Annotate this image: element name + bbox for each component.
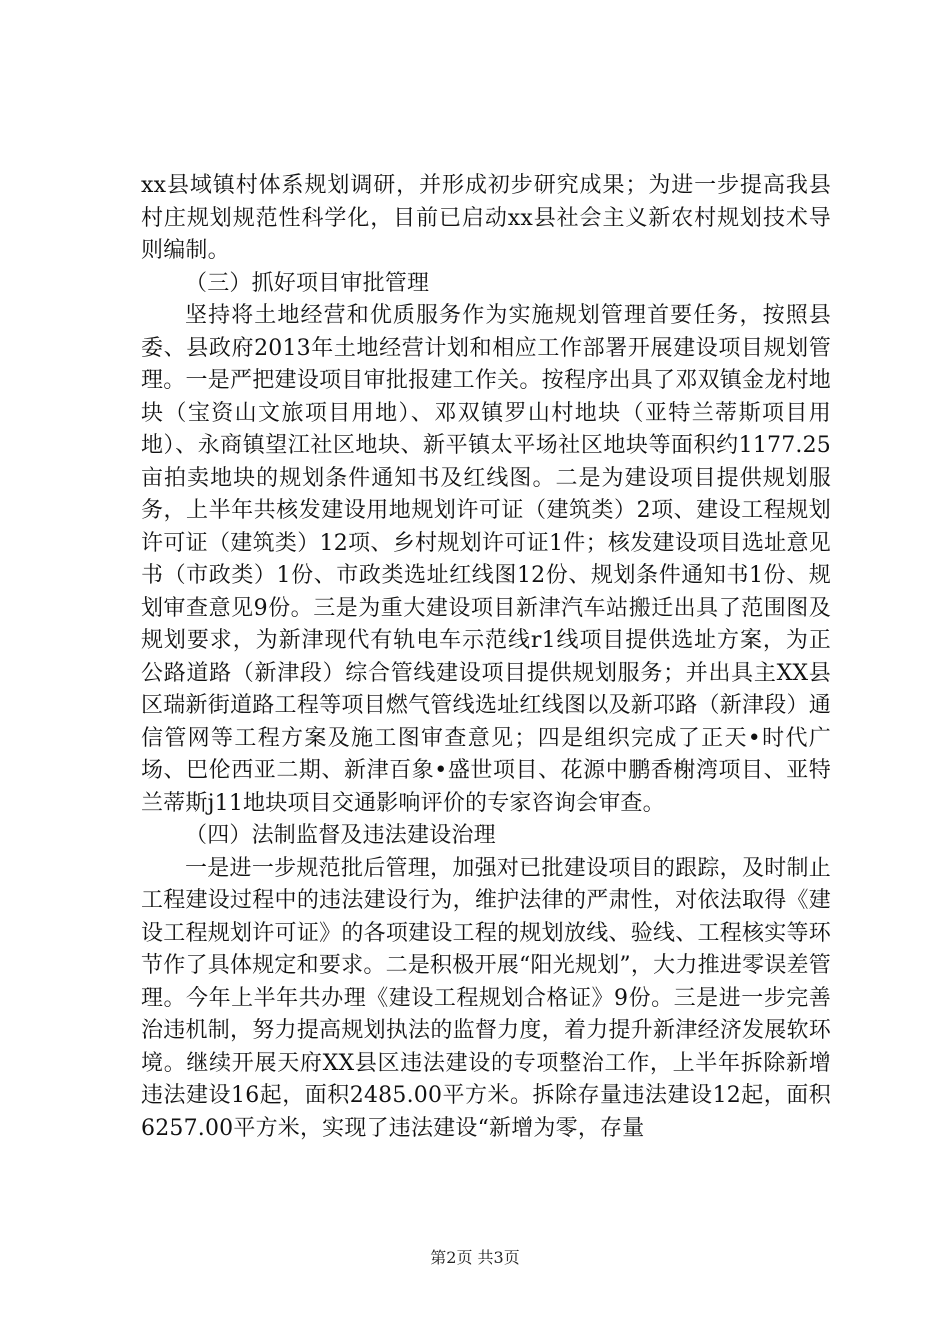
section-heading-four: （四）法制监督及违法建设治理 (185, 823, 496, 848)
document-body (141, 170, 831, 1145)
paragraph-legal-supervision: 一是进一步规范批后管理，加强对已批建设项目的跟踪，及时制止工程建设过程中的违法建设行为，维护法律的严肃性，对依法取得《建设工程规划许可证》的各项建设工程的规划放线、验线、工程核实等环节作了具体规定和要求。二是积极开展“阳光规划”，大力推进零误差管理。今年上半年共办理《建设工程规划合格证》9份。三是进一步完善治违机制，努力提高规划执法的监督力度，着力提升新津经济发展软环境。继续开展天府XX县区违法建设的专项整治工作，上半年拆除新增违法建设16起，面积2485.00平方米。拆除存量违法建设12起，面积6257.00平方米，实现了违法建设“新增为零，存量 (141, 855, 831, 1141)
page-number-footer: 第2页 共3页 (430, 1248, 520, 1267)
paragraph-continuation: xx县域镇村体系规划调研，并形成初步研究成果；为进一步提高我县村庄规划规范性科学化，目前已启动xx县社会主义新农村规划技术导则编制。 (141, 173, 831, 263)
section-heading-three: （三）抓好项目审批管理 (185, 270, 430, 296)
paragraph-project-approval: 坚持将土地经营和优质服务作为实施规划管理首要任务，按照县委、县政府2013年土地经营计划和相应工作部署开展建设项目规划管理。一是严把建设项目审批报建工作关。按程序出具了邓双镇金龙村地块（宝资山文旅项目用地）、邓双镇罗山村地块（亚特兰蒂斯项目用地）、永商镇望江社区地块、新平镇太平场社区地块等面积约1177.25亩拍卖地块的规划条件通知书及红线图。二是为建设项目提供规划服务，上半年共核发建设用地规划许可证（建筑类）2项、建设工程规划许可证（建筑类）12项、乡村规划许可证1件；核发建设项目选址意见书（市政类）1份、市政类选址红线图12份、规划条件通知书1份、规划审查意见9份。三是为重大建设项目新津汽车站搬迁出具了范围图及规划要求，为新津现代有轨电车示范线r1线项目提供选址方案，为正公路道路（新津段）综合管线建设项目提供规划服务；并出具主XX县区瑞新街道路工程等项目燃气管线选址红线图以及新邛路（新津段）通信管网等工程方案及施工图审查意见；四是组织完成了正天•时代广场、巴伦西亚二期、新津百象•盛世项目、花源中鹏香榭湾项目、亚特兰蒂斯j11地块项目交通影响评价的专家咨询会审查。 (141, 303, 831, 816)
